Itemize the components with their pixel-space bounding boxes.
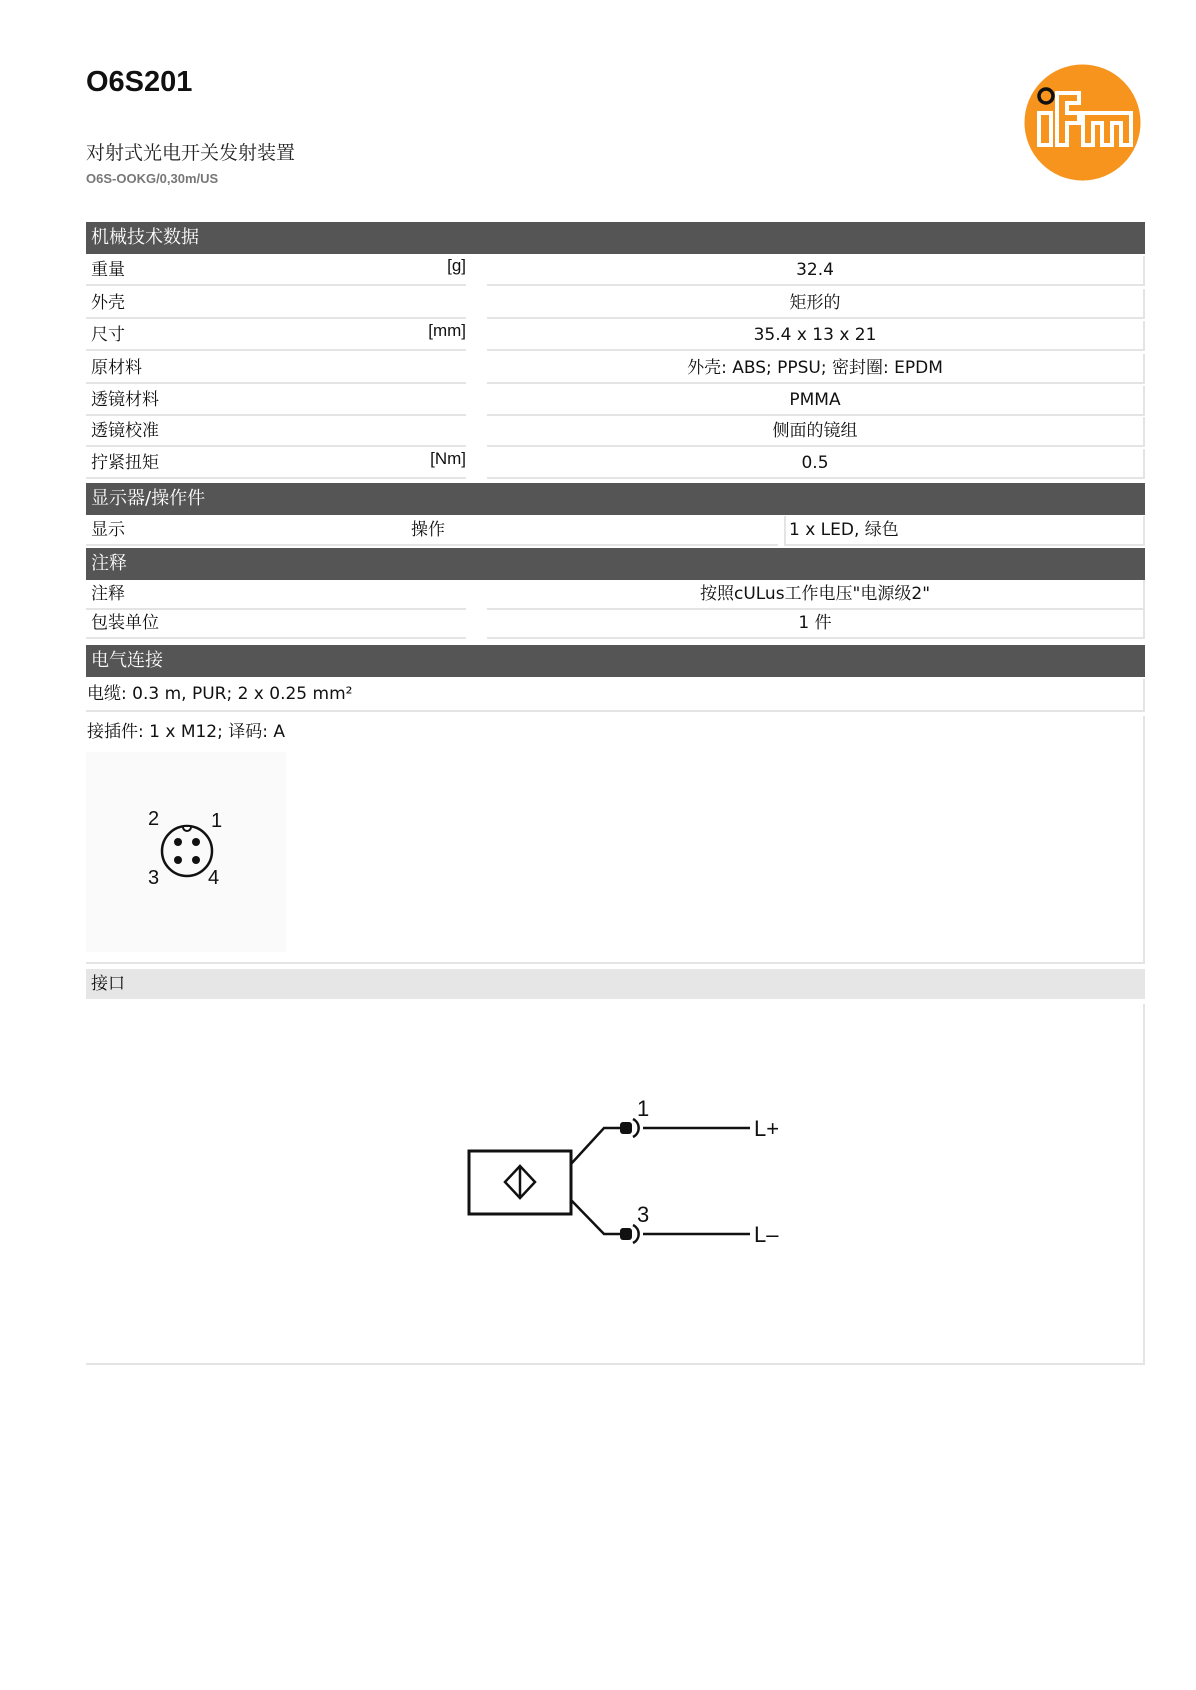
cable-row: [86, 679, 1145, 712]
logo-text: ifm: [1082, 181, 1084, 182]
mechanical-row-unit-line: [382, 349, 466, 351]
pin-4-dot: [192, 856, 200, 864]
notes-row-label-line: [86, 637, 382, 639]
pin-label-2: 2: [148, 808, 160, 830]
pin-label-3: 3: [148, 867, 160, 889]
wire-1-plug: [620, 1122, 632, 1134]
ops-label: 操作: [411, 520, 445, 540]
section-display-header: 显示器/操作件: [86, 483, 1145, 515]
mechanical-row-label-line: [86, 414, 382, 416]
mechanical-row-value: 35.4 x 13 x 21: [487, 321, 1145, 349]
mechanical-row-value: 0.5: [487, 449, 1145, 477]
section-interface-header: 接口: [86, 969, 1145, 999]
mechanical-row-unit: [382, 417, 466, 445]
mechanical-row-label-line: [86, 445, 382, 447]
notes-row-value: 按照cULus工作电压"电源级2": [487, 580, 1145, 608]
mechanical-row-value-line: [487, 477, 1145, 479]
connector-box: [86, 716, 1145, 964]
wire-3-lead: [571, 1200, 624, 1234]
mechanical-row-unit: [Nm]: [430, 449, 466, 468]
mechanical-row: [86, 354, 1145, 384]
section-mechanical-header: 机械技术数据: [86, 222, 1145, 254]
mechanical-row-label: 拧紧扭矩: [91, 453, 159, 473]
mechanical-row-value: 矩形的: [487, 289, 1145, 317]
product-code: O6S201: [86, 66, 193, 98]
ops-label-line: [411, 544, 778, 546]
mechanical-row-label-line: [86, 382, 382, 384]
pin-label-4: 4: [208, 867, 220, 889]
connector-key: [183, 827, 191, 831]
notes-row-value: 1 件: [487, 609, 1145, 637]
wire-1-socket: [633, 1119, 639, 1137]
notes-row-label: 注释: [91, 584, 125, 604]
wire-3-pin-label: 3: [637, 1202, 650, 1227]
display-value: 1 x LED, 绿色: [784, 516, 1145, 544]
connector-spec: 接插件: 1 x M12; 译码: A: [87, 722, 286, 742]
notes-row-unit-line: [382, 637, 466, 639]
wire-3-signal-label: L–: [754, 1222, 779, 1247]
wire-1-signal-label: L+: [754, 1116, 780, 1141]
wire-1-pin-label: 1: [637, 1096, 650, 1121]
mechanical-row-unit: [g]: [447, 256, 466, 275]
mechanical-row-unit-line: [382, 284, 466, 286]
pin-2-dot: [174, 838, 182, 846]
mechanical-row-value-line: [487, 317, 1145, 319]
pin-label-1: 1: [211, 810, 223, 832]
section-electrical-header: 电气连接: [86, 645, 1145, 677]
pin-1-dot: [192, 838, 200, 846]
wire-3-socket: [633, 1225, 639, 1243]
mechanical-row-label-line: [86, 349, 382, 351]
mechanical-row-label: 重量: [91, 260, 125, 280]
mechanical-row-value: 32.4: [487, 256, 1145, 284]
mechanical-row-value-line: [487, 414, 1145, 416]
connector-pin-diagram: [86, 752, 286, 952]
mechanical-row: [86, 417, 1145, 447]
product-description: 对射式光电开关发射装置: [86, 142, 296, 164]
mechanical-row-value-line: [487, 284, 1145, 286]
mechanical-row: [86, 256, 1145, 286]
notes-row: [86, 609, 1145, 639]
mechanical-row-label: 透镜校准: [91, 421, 159, 441]
mechanical-row-unit: [382, 354, 466, 382]
mechanical-row-value: PMMA: [487, 386, 1145, 414]
mechanical-row-unit-line: [382, 317, 466, 319]
pin-3-dot: [174, 856, 182, 864]
interface-box: [86, 1004, 1145, 1365]
display-label-line: [86, 544, 382, 546]
mechanical-row-value: 侧面的镜组: [487, 417, 1145, 445]
display-row: [86, 516, 1145, 546]
mechanical-row: [86, 321, 1145, 351]
mechanical-row-value: 外壳: ABS; PPSU; 密封圈: EPDM: [487, 354, 1145, 382]
display-value-line: [784, 544, 1145, 546]
mechanical-row-unit: [382, 386, 466, 414]
notes-row-value-line: [487, 637, 1145, 639]
wire-3-plug: [620, 1228, 632, 1240]
mechanical-row-value-line: [487, 382, 1145, 384]
wiring-diagram: [86, 1004, 1143, 1363]
mechanical-row-label: 外壳: [91, 293, 125, 313]
section-notes-header: 注释: [86, 548, 1145, 580]
mechanical-row-unit-line: [382, 414, 466, 416]
mechanical-row-label: 原材料: [91, 358, 142, 378]
ifm-logo: [1023, 63, 1142, 182]
mechanical-row-unit-line: [382, 445, 466, 447]
mechanical-row-value-line: [487, 445, 1145, 447]
connector-outline: [162, 826, 212, 876]
mechanical-row-label-line: [86, 284, 382, 286]
mechanical-row-label: 尺寸: [91, 325, 125, 345]
mechanical-row-unit-line: [382, 477, 466, 479]
mechanical-row-label-line: [86, 317, 382, 319]
mechanical-row: [86, 449, 1145, 479]
notes-row: [86, 580, 1145, 610]
mechanical-row: [86, 386, 1145, 416]
mechanical-row-unit: [mm]: [428, 321, 466, 340]
mechanical-row: [86, 289, 1145, 319]
mechanical-row-value-line: [487, 349, 1145, 351]
mechanical-row-unit-line: [382, 382, 466, 384]
notes-row-label: 包装单位: [91, 613, 159, 633]
mechanical-row-label-line: [86, 477, 382, 479]
article-code: O6S-OOKG/0,30m/US: [86, 171, 219, 186]
mechanical-row-label: 透镜材料: [91, 390, 159, 410]
cable-spec: 电缆: 0.3 m, PUR; 2 x 0.25 mm²: [87, 684, 353, 704]
mechanical-row-unit: [382, 289, 466, 317]
wire-1-lead: [571, 1128, 624, 1164]
display-label: 显示: [91, 520, 125, 540]
